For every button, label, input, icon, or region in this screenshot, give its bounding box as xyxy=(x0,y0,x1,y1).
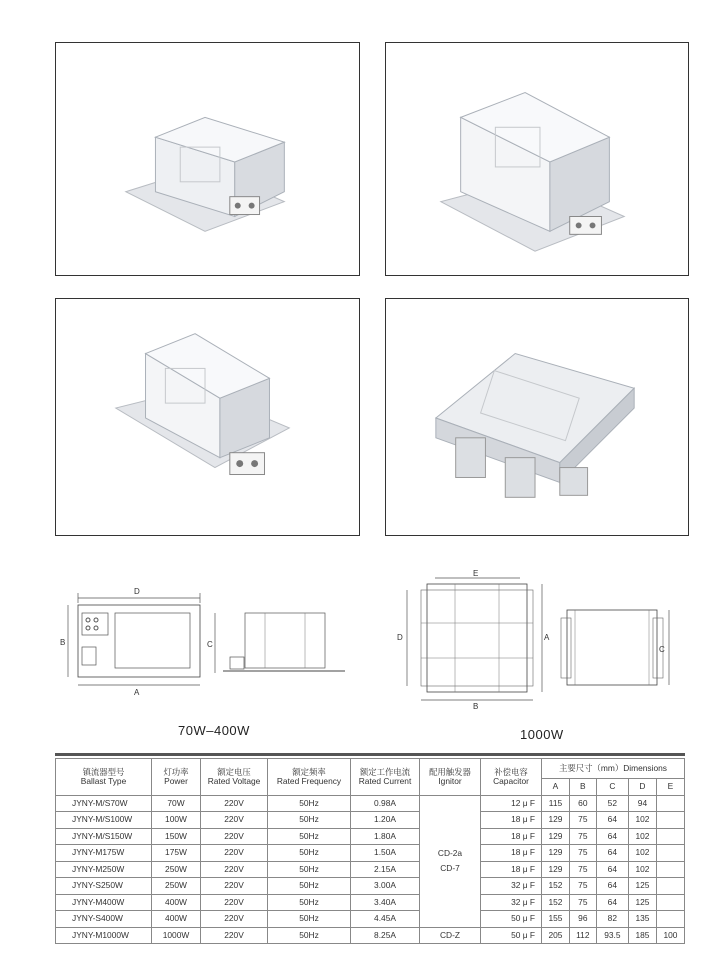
dim-label-b2: B xyxy=(473,702,479,710)
dimension-diagram-top-small xyxy=(60,583,210,698)
ignitor-last-cell: CD-Z xyxy=(420,927,481,944)
col-capacitor: 补偿电容 Capacitor xyxy=(481,759,542,796)
col-dim-b: B xyxy=(569,779,596,796)
table-row: JYNY-M250W 250W 220V 50Hz 2.15A 18 μ F 129 75 64 102 xyxy=(56,861,685,878)
col-ignitor: 配用触发器 Ignitor xyxy=(420,759,481,796)
col-ballast-type: 镇流器型号 Ballast Type xyxy=(56,759,152,796)
table-row: JYNY-M/S100W 100W 220V 50Hz 1.20A 18 μ F 129 75 64 102 xyxy=(56,812,685,829)
dim-label-a: A xyxy=(134,688,140,697)
col-power: 灯功率 Power xyxy=(152,759,201,796)
col-dim-d: D xyxy=(628,779,656,796)
table-row: JYNY-S400W 400W 220V 50Hz 4.45A 50 μ F 155 96 82 135 xyxy=(56,911,685,928)
col-current: 额定工作电流 Rated Current xyxy=(351,759,420,796)
product-photo-2 xyxy=(385,42,689,276)
caption-1000w: 1000W xyxy=(520,727,564,742)
dim-label-e: E xyxy=(473,569,479,578)
table-row: JYNY-M/S150W 150W 220V 50Hz 1.80A 18 μ F 129 75 64 102 xyxy=(56,828,685,845)
table-row: JYNY-M175W 175W 220V 50Hz 1.50A 18 μ F 129 75 64 102 xyxy=(56,845,685,862)
col-voltage: 额定电压 Rated Voltage xyxy=(201,759,268,796)
dim-label-d: D xyxy=(134,587,140,596)
product-photo-3 xyxy=(55,298,360,536)
dim-label-d2: D xyxy=(397,633,403,642)
col-dim-c: C xyxy=(596,779,628,796)
table-row: JYNY-M/S70W 70W 220V 50Hz 0.98A CD-2a CD-7 12 μ F 115 60 52 94 xyxy=(56,795,685,812)
dim-label-a2: A xyxy=(544,633,550,642)
table-row: JYNY-M1000W 1000W 220V 50Hz 8.25A CD-Z 50 μ F 205 112 93.5 185 100 xyxy=(56,927,685,944)
dim-label-b: B xyxy=(60,638,66,647)
col-dim-a: A xyxy=(542,779,570,796)
dimension-diagram-side-large xyxy=(555,598,675,698)
table-row: JYNY-S250W 250W 220V 50Hz 3.00A 32 μ F 152 75 64 125 xyxy=(56,878,685,895)
col-frequency: 额定频率 Rated Frequency xyxy=(268,759,351,796)
col-dim-e: E xyxy=(656,779,684,796)
dimension-diagram-front-large xyxy=(395,568,550,710)
product-photo-1 xyxy=(55,42,360,276)
dim-label-c2: C xyxy=(659,645,665,654)
table-row: JYNY-M400W 400W 220V 50Hz 3.40A 32 μ F 152 75 64 125 xyxy=(56,894,685,911)
ignitor-group-cell: CD-2a CD-7 xyxy=(420,795,481,927)
col-dimensions: 主要尺寸（mm）Dimensions xyxy=(542,759,685,779)
dimension-diagram-side-small xyxy=(205,605,355,685)
dim-label-c: C xyxy=(207,640,213,649)
caption-70w-400w: 70W–400W xyxy=(178,723,250,738)
spec-table xyxy=(55,758,685,944)
table-top-rule xyxy=(55,753,685,756)
product-photo-4 xyxy=(385,298,689,536)
